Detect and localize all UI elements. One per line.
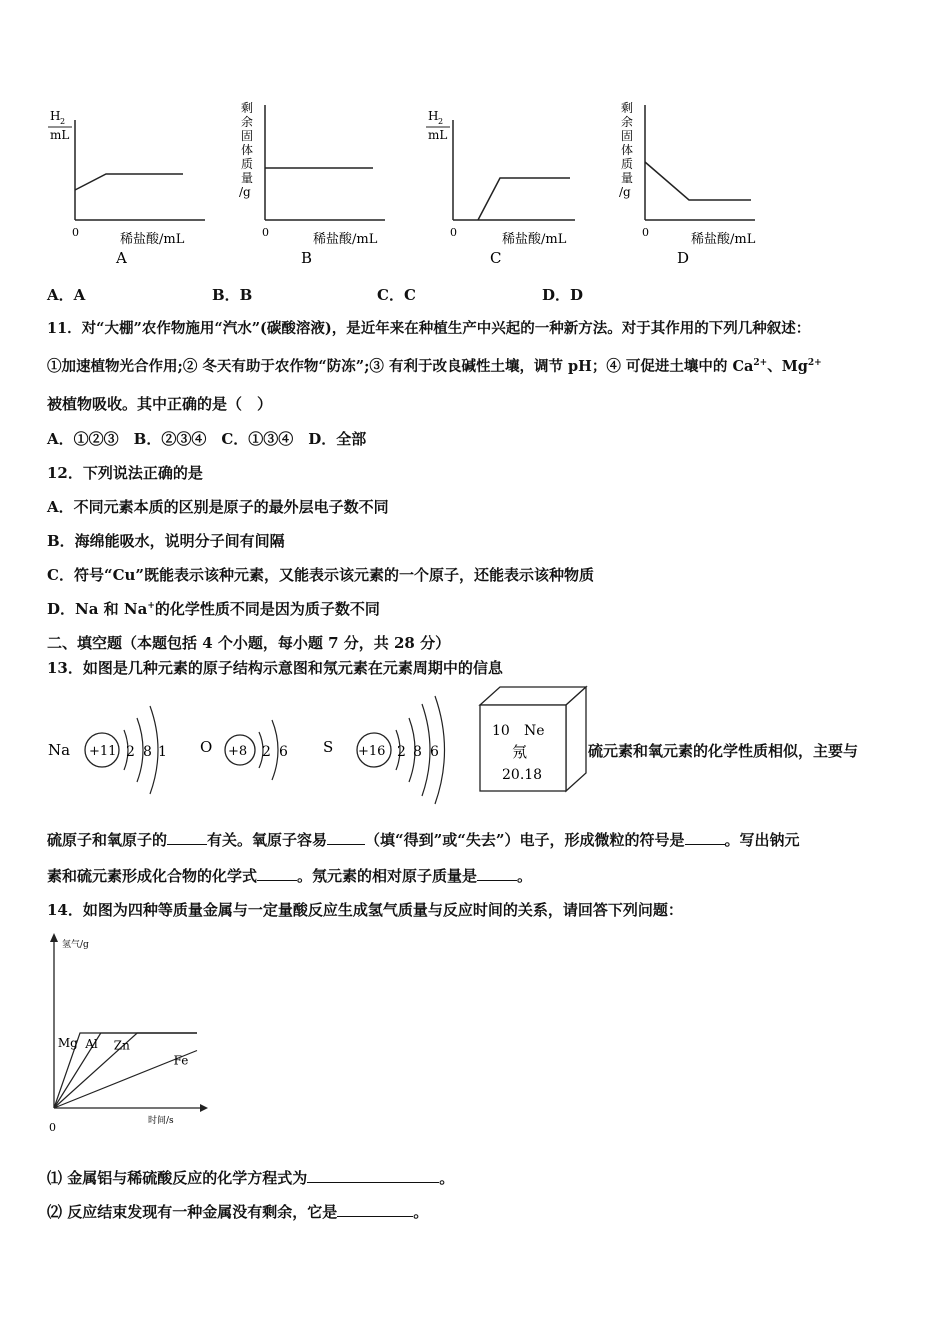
svg-text:0: 0 bbox=[72, 226, 79, 239]
svg-text:8: 8 bbox=[413, 744, 422, 760]
graph-a-line bbox=[75, 174, 183, 190]
svg-text:稀盐酸/mL: 稀盐酸/mL bbox=[502, 232, 567, 247]
blank-7[interactable] bbox=[337, 1202, 413, 1217]
graph-c bbox=[420, 100, 590, 270]
q12-option-a[interactable]: A．不同元素本质的区别是原子的最外层电子数不同 bbox=[47, 498, 389, 516]
svg-text:稀盐酸/mL: 稀盐酸/mL bbox=[691, 232, 756, 247]
svg-text:质: 质 bbox=[621, 157, 634, 171]
svg-text:H: H bbox=[50, 109, 61, 123]
svg-text:体: 体 bbox=[621, 143, 634, 157]
q12-option-d[interactable]: D．Na 和 Na+的化学性质不同是因为质子数不同 bbox=[47, 600, 380, 618]
svg-text:8: 8 bbox=[143, 744, 152, 760]
q13-side-text: 硫元素和氧元素的化学性质相似，主要与 bbox=[588, 742, 859, 760]
graph-d bbox=[615, 100, 785, 270]
svg-text:量: 量 bbox=[621, 171, 634, 185]
svg-text:固: 固 bbox=[241, 129, 254, 143]
svg-text:量: 量 bbox=[241, 171, 254, 185]
svg-text:2: 2 bbox=[262, 744, 271, 760]
svg-text:体: 体 bbox=[241, 143, 254, 157]
svg-text:6: 6 bbox=[279, 744, 288, 760]
q11-options[interactable]: A．①②③ B．②③④ C．①③④ D．全部 bbox=[47, 430, 367, 448]
series-label-al: Al bbox=[85, 1037, 98, 1051]
graph-b bbox=[235, 100, 405, 270]
q14-sub1: ⑴ 金属铝与稀硫酸反应的化学方程式为 。 bbox=[47, 1169, 455, 1187]
svg-text:S: S bbox=[323, 738, 334, 756]
q14-stem: 14．如图为四种等质量金属与一定量酸反应生成氢气质量与反应时间的关系，请回答下列问题： bbox=[47, 901, 683, 919]
q12-stem: 12．下列说法正确的是 bbox=[47, 464, 203, 482]
element-card-neon bbox=[478, 685, 590, 797]
svg-text:稀盐酸/mL: 稀盐酸/mL bbox=[120, 232, 185, 247]
blank-5[interactable] bbox=[477, 866, 517, 881]
svg-text:+8: +8 bbox=[228, 744, 248, 759]
svg-text:B: B bbox=[301, 249, 313, 267]
blank-1[interactable] bbox=[167, 830, 207, 845]
svg-text:6: 6 bbox=[430, 744, 439, 760]
q13-stem: 13．如图是几种元素的原子结构示意图和氖元素在元素周期中的信息 bbox=[47, 659, 503, 677]
svg-text:剩: 剩 bbox=[621, 101, 634, 115]
svg-text:2: 2 bbox=[397, 744, 406, 760]
svg-text:10: 10 bbox=[492, 723, 510, 739]
q12-option-b[interactable]: B．海绵能吸水，说明分子间有间隔 bbox=[47, 532, 285, 550]
atom-s bbox=[323, 696, 445, 804]
q14-sub2: ⑵ 反应结束发现有一种金属没有剩余，它是 。 bbox=[47, 1203, 429, 1221]
q11-stem: 11．对“大棚”农作物施用“汽水”(碳酸溶液)，是近年来在种植生产中兴起的一种新方法。对于其作用的下列几种叙述： bbox=[47, 320, 811, 337]
svg-text:质: 质 bbox=[241, 157, 254, 171]
q12-option-c[interactable]: C．符号“Cu”既能表示该种元素，又能表示该元素的一个原子，还能表示该种物质 bbox=[47, 566, 595, 584]
q10-option-a[interactable]: A．A bbox=[47, 286, 86, 304]
atom-o bbox=[200, 720, 288, 780]
series-label-mg: Mg bbox=[57, 1035, 78, 1050]
blank-2[interactable] bbox=[327, 830, 365, 845]
blank-3[interactable] bbox=[685, 830, 725, 845]
series-label-fe: Fe bbox=[173, 1053, 189, 1068]
svg-text:/g: /g bbox=[239, 185, 251, 199]
svg-text:固: 固 bbox=[621, 129, 634, 143]
q13-fill-line-2: 素和硫元素形成化合物的化学式 。氖元素的相对原子质量是 。 bbox=[47, 867, 533, 885]
graph-c-line bbox=[478, 178, 570, 220]
q11-statements: ①加速植物光合作用;② 冬天有助于农作物“防冻”;③ 有利于改良碱性土壤，调节 pH；④ 可促进土壤中的 $Ca^{2+}$、$Mg^{2+}$ bbox=[47, 358, 822, 375]
svg-text:0: 0 bbox=[450, 226, 457, 239]
chart-xlabel: 时间/s bbox=[148, 1116, 174, 1126]
svg-text:氖: 氖 bbox=[512, 743, 528, 761]
svg-text:剩: 剩 bbox=[241, 101, 254, 115]
svg-text:+16: +16 bbox=[358, 744, 386, 759]
svg-text:2: 2 bbox=[126, 744, 135, 760]
svg-text:A: A bbox=[116, 249, 127, 267]
blank-4[interactable] bbox=[257, 866, 297, 881]
svg-text:mL: mL bbox=[50, 128, 70, 142]
q10-option-c[interactable]: C．C bbox=[377, 286, 416, 304]
chart-origin: 0 bbox=[49, 1121, 56, 1134]
svg-text:0: 0 bbox=[262, 226, 269, 239]
svg-text:C: C bbox=[490, 249, 502, 267]
svg-text:D: D bbox=[677, 249, 690, 267]
svg-text:mL: mL bbox=[428, 128, 448, 142]
svg-text:Na: Na bbox=[48, 741, 71, 759]
svg-text:Ne: Ne bbox=[524, 723, 545, 739]
atom-na bbox=[48, 706, 167, 794]
atom-diagrams bbox=[40, 690, 480, 810]
svg-text:H: H bbox=[428, 109, 439, 123]
svg-text:1: 1 bbox=[158, 744, 167, 760]
q10-option-b[interactable]: B．B bbox=[212, 286, 253, 304]
q13-fill-line-1: 硫原子和氧原子的 有关。氧原子容易 （填“得到”或“失去”）电子，形成微粒的符号是 。写出钠元 bbox=[47, 831, 800, 849]
svg-text:20.18: 20.18 bbox=[502, 767, 543, 783]
section-heading: 二、填空题（本题包括 4 个小题，每小题 7 分，共 28 分） bbox=[47, 634, 451, 652]
svg-text:2: 2 bbox=[60, 117, 66, 126]
svg-text:余: 余 bbox=[241, 115, 254, 129]
chart-ylabel: 氢气/g bbox=[62, 940, 89, 950]
series-label-zn: Zn bbox=[113, 1038, 130, 1053]
svg-text:/g: /g bbox=[619, 185, 631, 199]
svg-text:稀盐酸/mL: 稀盐酸/mL bbox=[313, 232, 378, 247]
svg-text:O: O bbox=[200, 738, 213, 756]
svg-text:余: 余 bbox=[621, 115, 634, 129]
hydrogen-chart bbox=[40, 928, 210, 1138]
svg-text:+11: +11 bbox=[89, 744, 117, 759]
blank-6[interactable] bbox=[307, 1168, 439, 1183]
svg-text:2: 2 bbox=[438, 117, 444, 126]
q10-option-d[interactable]: D．D bbox=[542, 286, 584, 304]
svg-text:0: 0 bbox=[642, 226, 649, 239]
graph-d-line bbox=[645, 162, 751, 200]
graph-a bbox=[40, 100, 210, 270]
q11-question: 被植物吸收。其中正确的是（ ） bbox=[47, 395, 273, 413]
